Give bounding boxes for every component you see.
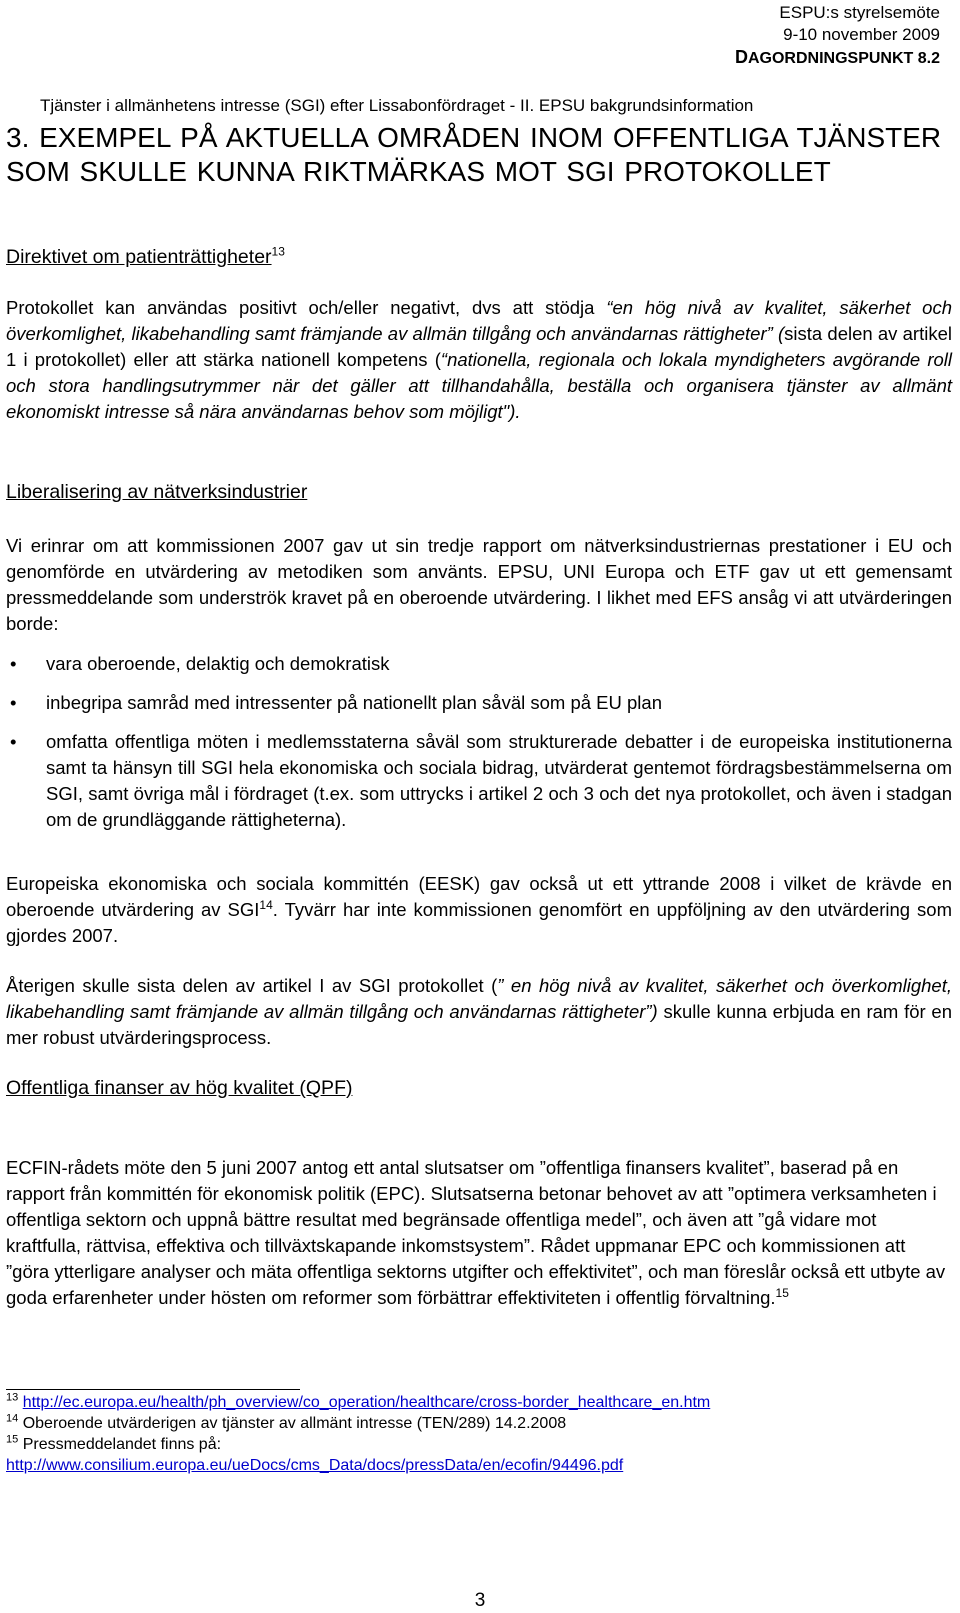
footnote-ref-13[interactable]: 13 xyxy=(271,244,285,259)
heading-network-industries: Liberalisering av nätverksindustrier xyxy=(6,481,308,503)
footnote-15-link[interactable]: http://www.consilium.europa.eu/ueDocs/cms_Data/docs/pressData/en/ecofin/94496.pdf xyxy=(6,1457,624,1474)
meeting-title: ESPU:s styrelsemöte xyxy=(779,3,940,22)
footnote-14: $^{14}$ Oberoende utvärderigen av tjänster av allmänt intresse (TEN/289) 14.2.2008 xyxy=(6,1412,567,1432)
paragraph-ecfin-council: ECFIN-rådets möte den 5 juni 2007 antog ett antal slutsatser om ”offentliga finansers kvalitet”, baserad på en rapport från kommittén för ekonomisk politik (EPC). Slutsatserna betonar behovet av att ”optimera verksamheten i offentliga sektorn och uppnå bättre resultat med begränsade offentliga medel”, och även att ”gå vidare mot kraftfulla, rättvisa, effektiva och tillväxtskapande inkomstsystem”. Rådet uppmanar EPC och kommissionen att ”göra ytterligare analyser och mäta offentliga sektorns utgifter och effektivitet”, och man föreslår också ett utbyte av goda erfarenheter under hösten om reformer som förbättrar effektiviteten i offentlig förvaltning.$^{15}$ xyxy=(6,1157,946,1308)
document-page: ESPU:s styrelsemöte 9-10 november 2009 DAGORDNINGSPUNKT 8.2 Tjänster i allmänhetens intresse (SGI) efter Lissabonfördraget - II. EPSU bakgrundsinformation 3. EXEMPEL PÅ AKTUELLA OMRÅDEN INOM OFFENTLIGA TJÄNSTER SOM SKULLE KUNNA RIKTMÄRKAS MOT SGI PROTOKOLLET Direktivet om patienträttigheter$^{13}$ Protokollet kan användas positivt och/eller negativt, dvs att stödja “en hög nivå av kvalitet, säkerhet och överkomlighet, likabehandling samt främjande av allmän tillgång och användarnas rättigheter” (sista delen av artikel 1 i protokollet) eller att stärka nationell kompetens (“nationella, regionala och lokala myndigheters avgörande roll och stora handlingsutrymmer när det gäller att tillhandahålla, beställa och organisera tjänster av allmänt ekonomiskt intresse så nära användarnas behov som möjligt"). Liberalisering av nätverksindustrier Vi erinrar om att kommissionen 2007 gav ut sin tredje rapport om nätverksindustriernas prestationer i EU och genomförde en utvärdering av metodiken som använts. EPSU, UNI Europa och ETF gav ut ett gemensamt pressmeddelande som underströk kravet på en oberoende utvärdering. I likhet med EFS ansåg vi att utvärderingen borde: • vara oberoende, delaktig och demokratisk • inbegripa samråd med intressenter på nationellt plan såväl som på EU plan • omfatta offentliga möten i medlemsstaterna såväl som strukturerade debatter i de europeiska institutionerna samt ta hänsyn till SGI hela ekonomiska och sociala bidrag, utvärderat gentemot fördragsbestämmelserna om SGI, samt övriga mål i fördraget (t.ex. som uttrycks i artikel 2 och 3 och det nya protokollet, och även i stadgan om de grundläggande rättigheterna). Europeiska ekonomiska och sociala kommittén (EESK) gav också ut ett yttrande 2008 i vilket de krävde en oberoende utvärdering av SGI$^{14}$. Tyvärr har inte kommissionen genomfört en uppföljning av den utvärdering som gjordes 2007. Återigen skulle sista delen av artikel I av SGI protokollet (” en hög nivå av kvalitet, säkerhet och överkomlighet, likabehandling samt främjande av allmän tillgång och användarnas rättigheter”) skulle kunna erbjuda en ram för en mer robust utvärderingsprocess. Offentliga finanser av hög kvalitet (QPF) ECFIN-rådets möte den 5 juni 2007 antog ett antal slutsatser om ”offentliga finansers kvalitet”, baserad på en rapport från kommittén för ekonomisk politik (EPC). Slutsatserna betonar behovet av att ”optimera verksamheten i offentliga sektorn och uppnå bättre resultat med begränsade offentliga medel”, och även att ”gå vidare mot kraftfulla, rättvisa, effektiva och tillväxtskapande inkomstsystem”. Rådet uppmanar EPC och kommissionen att ”göra ytterligare analyser och mäta offentliga sektorns utgifter och effektivitet”, och man föreslår också ett utbyte av goda erfarenheter under hösten om reformer som förbättrar effektiviteten i offentlig förvaltning.$^{15}$ $^{13}$ http://ec.europa.eu/health/ph_overview/co_operation/healthcare/cross-border_healthcare_en.htm $^{14}$ Oberoende utvärderigen av tjänster av allmänt intresse (TEN/289) 14.2.2008 $^{15}$ Pressmeddelandet finns på: http://www.consilium.europa.eu/ueDocs/cms_Data/docs/pressData/en/ecofin/94496.pdf 3 xyxy=(0,0,960,1613)
agenda-item: DAGORDNINGSPUNKT 8.2 xyxy=(734,47,940,67)
meeting-date: 9-10 november 2009 xyxy=(783,25,940,44)
footnote-13-link[interactable]: http://ec.europa.eu/health/ph_overview/co_operation/healthcare/cross-border_healthcare_en.htm xyxy=(22,1394,711,1411)
bullet-icon: • xyxy=(10,653,17,674)
bullet-icon: • xyxy=(10,692,17,713)
footnote-15: $^{15}$ Pressmeddelandet finns på: xyxy=(6,1433,222,1453)
heading-public-finances: Offentliga finanser av hög kvalitet (QPF) xyxy=(6,1077,353,1099)
footnote-ref-15[interactable]: 15 xyxy=(775,1285,789,1300)
section-title: 3. EXEMPEL PÅ AKTUELLA OMRÅDEN INOM OFFENTLIGA TJÄNSTER SOM SKULLE KUNNA RIKTMÄRKAS MOT SGI PROTOKOLLET xyxy=(6,122,942,187)
paragraph-sgi-protocol: Återigen skulle sista delen av artikel I av SGI protokollet (” en hög nivå av kvalitet, säkerhet och överkomlighet, likabehandling samt främjande av allmän tillgång och användarnas rättigheter”) skulle kunna erbjuda en ram för en mer robust utvärderingsprocess. xyxy=(6,975,952,1048)
meeting-header xyxy=(735,2,940,70)
paragraph-eesk-opinion: Europeiska ekonomiska och sociala kommittén (EESK) gav också ut ett yttrande 2008 i vilket de krävde en oberoende utvärdering av SGI$^{14}$. Tyvärr har inte kommissionen genomfört en uppföljning av den utvärdering som gjordes 2007. xyxy=(6,873,952,946)
paragraph-protocol-usage: Protokollet kan användas positivt och/eller negativt, dvs att stödja “en hög nivå av kvalitet, säkerhet och överkomlighet, likabehandling samt främjande av allmän tillgång och användarnas rättigheter” (sista delen av artikel 1 i protokollet) eller att stärka nationell kompetens (“nationella, regionala och lokala myndigheters avgörande roll och stora handlingsutrymmer när det gäller att tillhandahålla, beställa och organisera tjänster av allmänt ekonomiskt intresse så nära användarnas behov som möjligt"). xyxy=(6,297,953,422)
footnote-ref-14[interactable]: 14 xyxy=(259,897,273,912)
bullet-icon: • xyxy=(10,731,17,752)
heading-patient-rights: Direktivet om patienträttigheter$^{13}$ xyxy=(6,244,285,268)
footnote-13: $^{13}$ http://ec.europa.eu/health/ph_overview/co_operation/healthcare/cross-border_healthcare_en.htm xyxy=(6,1391,711,1411)
paragraph-commission-report: Vi erinrar om att kommissionen 2007 gav ut sin tredje rapport om nätverksindustriernas prestationer i EU och genomförde en utvärdering av metodiken som använts. EPSU, UNI Europa och ETF gav ut ett gemensamt pressmeddelande som underströk kravet på en oberoende utvärdering. I likhet med EFS ansåg vi att utvärderingen borde: xyxy=(6,535,952,634)
page-number: 3 xyxy=(474,1590,486,1611)
document-subtitle: Tjänster i allmänhetens intresse (SGI) efter Lissabonfördraget - II. EPSU bakgrundsinformation xyxy=(40,96,754,115)
footnote-15-url xyxy=(6,1456,952,1476)
footnote-divider xyxy=(6,1389,300,1390)
